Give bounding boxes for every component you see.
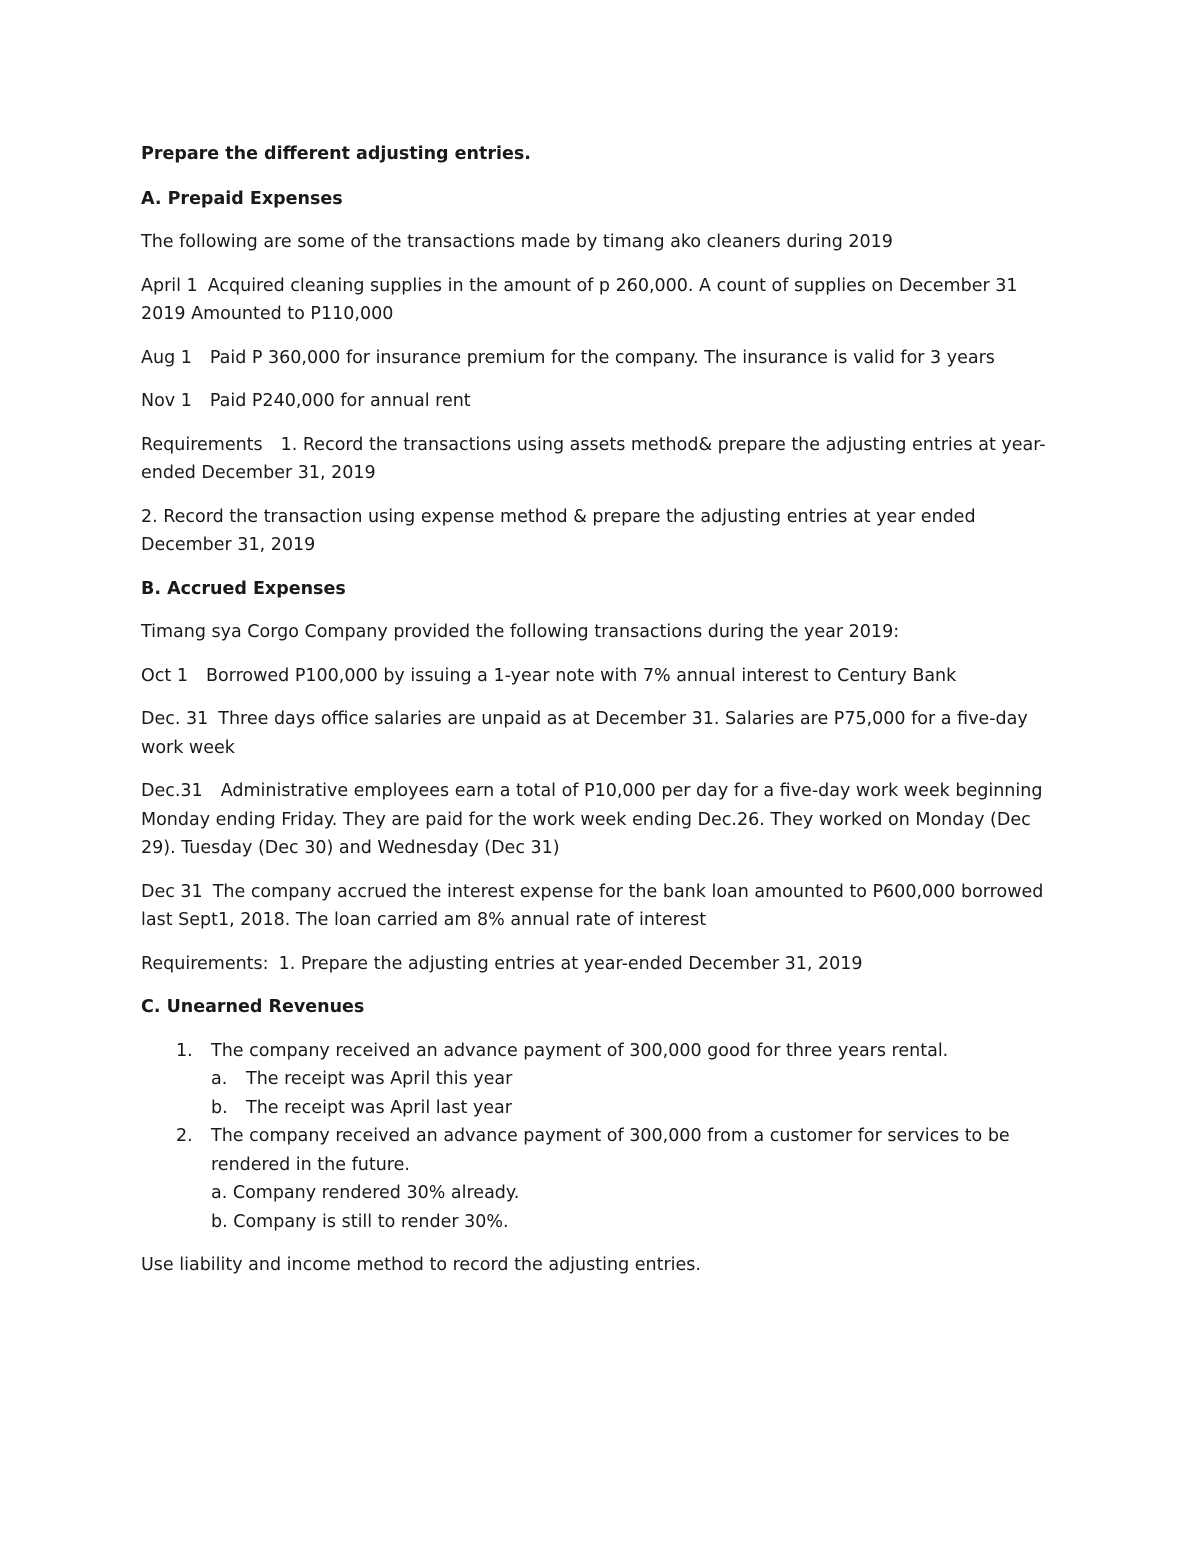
section-b-heading: B. Accrued Expenses (141, 578, 346, 599)
entry-date: Nov 1 (141, 391, 192, 411)
section-b-requirement (141, 950, 1061, 979)
entry-text: Acquired cleaning supplies in the amount of p 260,000. A count of supplies on December 31 2019 Amounted to P110,000 (141, 275, 1018, 324)
sub-list-item (211, 1094, 1061, 1123)
document-title: Prepare the different adjusting entries. (141, 144, 531, 164)
section-b-entry (141, 662, 1061, 691)
sub-list-item: b. Company is still to render 30%. (211, 1211, 509, 1232)
section-b-intro: Timang sya Corgo Company provided the following transactions during the year 2019: (141, 622, 900, 642)
entry-date: Aug 1 (141, 347, 192, 368)
section-a-entry (141, 272, 1061, 329)
closing-instruction: Use liability and income method to record the adjusting entries. (141, 1255, 701, 1275)
unearned-revenue-list (141, 1037, 1061, 1237)
sub-list (211, 1065, 1061, 1122)
sub-list-text: The receipt was April last year (246, 1097, 512, 1118)
sub-list-marker: b. (211, 1097, 228, 1118)
list-item (141, 1037, 1061, 1123)
entry-text: Paid P240,000 for annual rent (209, 391, 471, 411)
entry-text: The company accrued the interest expense for the bank loan amounted to P600,000 borrowed last Sept1, 2018. The loan carried am 8% annual rate of interest (141, 881, 1044, 930)
entry-text: Paid P 360,000 for insurance premium for the company. The insurance is valid for 3 years (209, 347, 995, 368)
sub-list-text: The receipt was April this year (246, 1069, 513, 1089)
section-c-heading: C. Unearned Revenues (141, 997, 365, 1017)
sub-list-item: a. Company rendered 30% already. (211, 1183, 520, 1203)
requirements-label: Requirements: (141, 953, 269, 974)
section-a-intro: The following are some of the transactions made by timang ako cleaners during 2019 (141, 232, 893, 252)
sub-list-item (211, 1065, 1061, 1094)
entry-date: Oct 1 (141, 665, 188, 686)
section-a-requirement-2: 2. Record the transaction using expense method & prepare the adjusting entries at year ended December 31, 2019 (141, 506, 976, 555)
section-a-entry (141, 344, 1061, 373)
section-a-heading: A. Prepaid Expenses (141, 188, 343, 209)
entry-text: Borrowed P100,000 by issuing a 1-year note with 7% annual interest to Century Bank (205, 665, 957, 686)
requirement-text: 1. Prepare the adjusting entries at year-ended December 31, 2019 (278, 953, 863, 974)
requirement-text: 1. Record the transactions using assets method& prepare the adjusting entries at year-ended December 31, 2019 (141, 434, 1046, 483)
section-b-entry (141, 705, 1061, 762)
section-b-entry (141, 777, 1061, 863)
entry-text: Administrative employees earn a total of P10,000 per day for a five-day work week beginning Monday ending Friday. They are paid for the work week ending Dec.26. They worked on Monday (Dec 29). Tuesday (Dec 30) and Wednesday (Dec 31) (141, 781, 1043, 858)
section-b-entry (141, 878, 1061, 935)
sub-list-marker: a. (211, 1069, 228, 1089)
list-number: 2. (176, 1126, 193, 1146)
list-item-text: The company received an advance payment of 300,000 from a customer for services to be rendered in the future. (211, 1126, 1010, 1175)
entry-date: Dec 31 (141, 881, 203, 902)
entry-text: Three days office salaries are unpaid as at December 31. Salaries are P75,000 for a five-day work week (141, 709, 1028, 758)
requirements-label: Requirements (141, 434, 263, 455)
document-page (141, 140, 1061, 1295)
entry-date: Dec. 31 (141, 709, 209, 729)
section-a-entry (141, 387, 1061, 416)
list-item-text: The company received an advance payment of 300,000 good for three years rental. (211, 1040, 949, 1061)
sub-list (211, 1179, 1061, 1236)
list-item (141, 1122, 1061, 1236)
list-number: 1. (176, 1040, 193, 1061)
entry-date: April 1 (141, 275, 198, 296)
section-a-requirement-1 (141, 431, 1061, 488)
entry-date: Dec.31 (141, 781, 203, 801)
